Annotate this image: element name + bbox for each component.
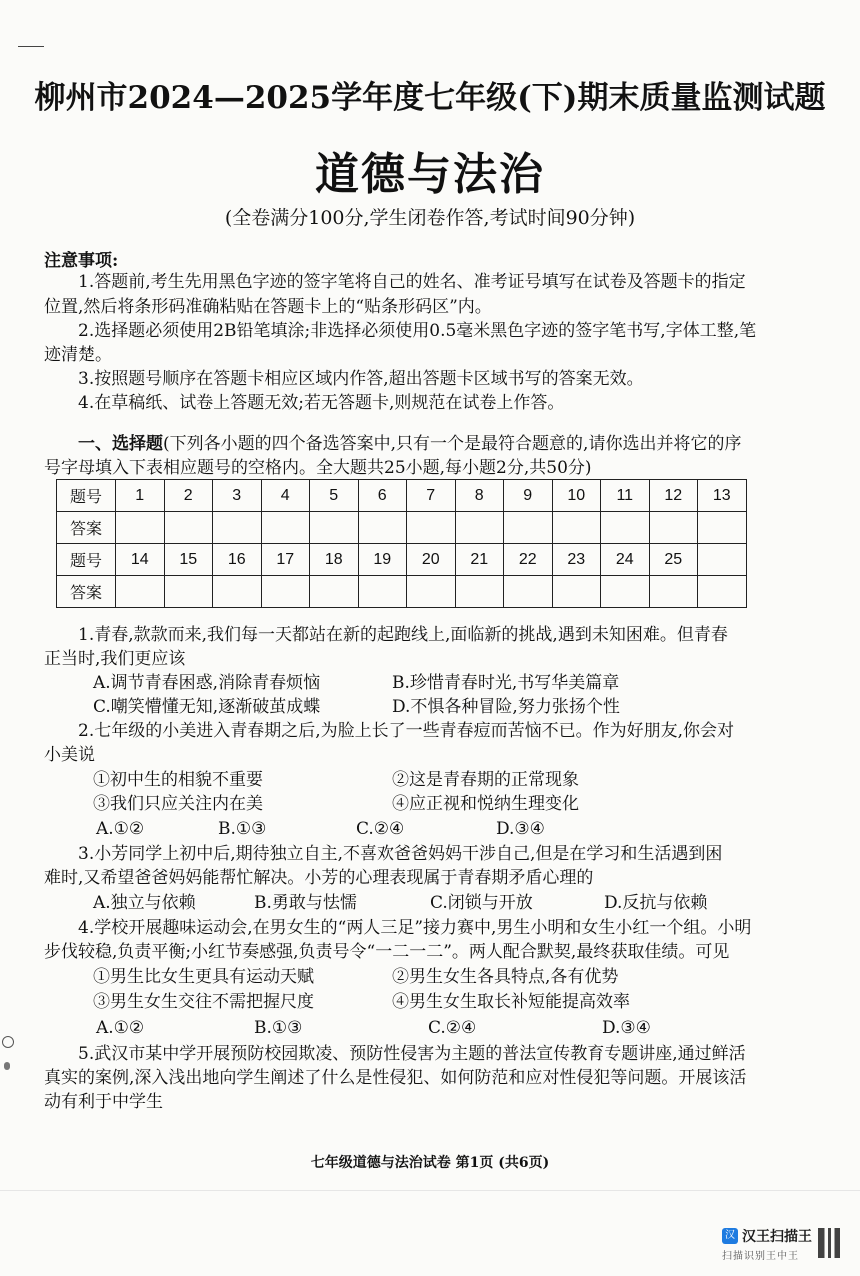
option-c: C.闭锁与开放 [430, 893, 533, 913]
header-cell: 题号 [57, 544, 116, 576]
number-cell: 19 [358, 544, 407, 576]
answer-cell [455, 512, 504, 544]
question-stem: 动有利于中学生 [44, 1092, 163, 1112]
answer-cell [649, 512, 698, 544]
statement: ④男生女生取长补短能提高效率 [392, 992, 630, 1012]
number-cell: 8 [455, 480, 504, 512]
number-cell: 16 [213, 544, 262, 576]
notice-line: 4.在草稿纸、试卷上答题无效;若无答题卡,则规范在试卷上作答。 [78, 393, 565, 413]
question-stem: 3.小芳同学上初中后,期待独立自主,不喜欢爸爸妈妈干涉自己,但是在学习和生活遇到困 [78, 844, 723, 864]
option-d: D.③④ [496, 819, 545, 839]
answer-cell [601, 576, 650, 608]
number-cell: 5 [310, 480, 359, 512]
option-b: B.珍惜青春时光,书写华美篇章 [392, 673, 620, 693]
number-cell: 23 [552, 544, 601, 576]
answer-table [56, 479, 747, 608]
notice-line: 迹清楚。 [44, 345, 112, 365]
answer-cell [116, 576, 165, 608]
number-cell: 7 [407, 480, 456, 512]
answer-cell [504, 576, 553, 608]
subject-title: 道德与法治 [315, 149, 545, 200]
question-stem: 步伐较稳,负责平衡;小红节奏感强,负责号令“一二一二”。两人配合默契,最终获取佳绩。可见 [44, 942, 730, 962]
statement: ①初中生的相貌不重要 [93, 770, 263, 790]
question-stem: 难时,又希望爸爸妈妈能帮忙解决。小芳的心理表现属于青春期矛盾心理的 [44, 868, 594, 888]
option-a: A.调节青春困惑,消除青春烦恼 [93, 673, 321, 693]
number-cell: 9 [504, 480, 553, 512]
option-c: C.嘲笑懵懂无知,逐渐破茧成蝶 [93, 697, 321, 717]
answer-cell [310, 576, 359, 608]
table-row [57, 576, 747, 608]
question-stem: 2.七年级的小美进入青春期之后,为脸上长了一些青春痘而苦恼不已。作为好朋友,你会对 [78, 721, 735, 741]
number-cell: 14 [116, 544, 165, 576]
binding-hole-mark [2, 1036, 14, 1048]
number-cell: 13 [698, 480, 747, 512]
answer-cell [310, 512, 359, 544]
exam-title: 柳州市2024—2025学年度七年级(下)期末质量监测试题 [34, 80, 826, 116]
answer-cell [504, 512, 553, 544]
statement: ②男生女生各具特点,各有优势 [392, 967, 619, 987]
top-rule [18, 46, 44, 47]
number-cell: 4 [261, 480, 310, 512]
number-cell: 15 [164, 544, 213, 576]
number-cell: 1 [116, 480, 165, 512]
answer-cell [213, 512, 262, 544]
option-b: B.①③ [218, 819, 267, 839]
number-cell: 6 [358, 480, 407, 512]
notice-line: 位置,然后将条形码准确粘贴在答题卡上的“贴条形码区”内。 [44, 297, 492, 317]
statement: ④应正视和悦纳生理变化 [392, 794, 579, 814]
table-row [57, 544, 747, 576]
notice-line: 1.答题前,考生先用黑色字迹的签字笔将自己的姓名、准考证号填写在试卷及答题卡的指定 [78, 272, 746, 292]
qr-code-icon [818, 1228, 840, 1258]
number-cell: 12 [649, 480, 698, 512]
answer-cell [698, 512, 747, 544]
statement: ③我们只应关注内在美 [93, 794, 263, 814]
answer-cell [455, 576, 504, 608]
header-cell: 题号 [57, 480, 116, 512]
number-cell: 3 [213, 480, 262, 512]
exam-subtitle: (全卷满分100分,学生闭卷作答,考试时间90分钟) [224, 207, 636, 229]
number-cell: 21 [455, 544, 504, 576]
scanner-logo-icon: 汉 [722, 1228, 738, 1244]
option-b: B.①③ [254, 1018, 303, 1038]
answer-cell [601, 512, 650, 544]
page-footer: 七年级道德与法治试卷 第1页 (共6页) [310, 1155, 550, 1171]
number-cell: 20 [407, 544, 456, 576]
table-row [57, 512, 747, 544]
question-stem: 1.青春,款款而来,我们每一天都站在新的起跑线上,面临新的挑战,遇到未知困难。但青春 [78, 625, 728, 645]
number-cell: 11 [601, 480, 650, 512]
answer-cell [552, 576, 601, 608]
answer-cell [698, 576, 747, 608]
section-intro [78, 432, 741, 457]
answer-cell [261, 512, 310, 544]
answer-cell [407, 512, 456, 544]
statement: ③男生女生交往不需把握尺度 [93, 992, 314, 1012]
number-cell: 2 [164, 480, 213, 512]
option-a: A.①② [96, 819, 145, 839]
answer-cell [358, 512, 407, 544]
answer-cell [649, 576, 698, 608]
section-intro-line2: 号字母填入下表相应题号的空格内。全大题共25小题,每小题2分,共50分) [44, 458, 592, 478]
section-intro-text: (下列各小题的四个备选答案中,只有一个是最符合题意的,请你选出并将它的序 [163, 434, 742, 454]
page-divider [0, 1190, 860, 1191]
answer-cell [164, 512, 213, 544]
scanner-name: 汉王扫描王 [742, 1229, 812, 1245]
notice-line: 2.选择题必须使用2B铅笔填涂;非选择必须使用0.5毫米黑色字迹的签字笔书写,字体工整,笔 [78, 321, 757, 341]
option-b: B.勇敢与怯懦 [254, 893, 357, 913]
option-c: C.②④ [356, 819, 405, 839]
option-a: A.①② [96, 1018, 145, 1038]
table-row [57, 480, 747, 512]
notice-line: 3.按照题号顺序在答题卡相应区域内作答,超出答题卡区域书写的答案无效。 [78, 369, 644, 389]
number-cell: 22 [504, 544, 553, 576]
answer-cell [358, 576, 407, 608]
statement: ②这是青春期的正常现象 [392, 770, 579, 790]
question-stem: 真实的案例,深入浅出地向学生阐述了什么是性侵犯、如何防范和应对性侵犯等问题。开展该活 [44, 1068, 747, 1088]
section-label: 一、选择题 [78, 434, 163, 454]
statement: ①男生比女生更具有运动天赋 [93, 967, 314, 987]
header-cell: 答案 [57, 512, 116, 544]
option-a: A.独立与依赖 [93, 893, 196, 913]
number-cell: 17 [261, 544, 310, 576]
header-cell: 答案 [57, 576, 116, 608]
question-stem: 4.学校开展趣味运动会,在男女生的“两人三足”接力赛中,男生小明和女生小红一个组。小明 [78, 918, 752, 938]
option-c: C.②④ [428, 1018, 477, 1038]
question-stem: 正当时,我们更应该 [44, 649, 186, 669]
number-cell: 25 [649, 544, 698, 576]
option-d: D.不惧各种冒险,努力张扬个性 [392, 697, 620, 717]
question-stem: 小美说 [44, 745, 95, 765]
scanner-slogan: 扫描识别王中王 [722, 1251, 799, 1262]
answer-cell [116, 512, 165, 544]
notice-heading: 注意事项: [44, 251, 119, 271]
answer-cell [213, 576, 262, 608]
number-cell: 10 [552, 480, 601, 512]
number-cell [698, 544, 747, 576]
option-d: D.③④ [602, 1018, 651, 1038]
number-cell: 24 [601, 544, 650, 576]
answer-cell [261, 576, 310, 608]
answer-cell [552, 512, 601, 544]
number-cell: 18 [310, 544, 359, 576]
binding-hole-mark [4, 1062, 10, 1070]
option-d: D.反抗与依赖 [604, 893, 708, 913]
scanner-watermark [722, 1226, 838, 1264]
answer-cell [407, 576, 456, 608]
answer-cell [164, 576, 213, 608]
question-stem: 5.武汉市某中学开展预防校园欺凌、预防性侵害为主题的普法宣传教育专题讲座,通过鲜活 [78, 1044, 746, 1064]
